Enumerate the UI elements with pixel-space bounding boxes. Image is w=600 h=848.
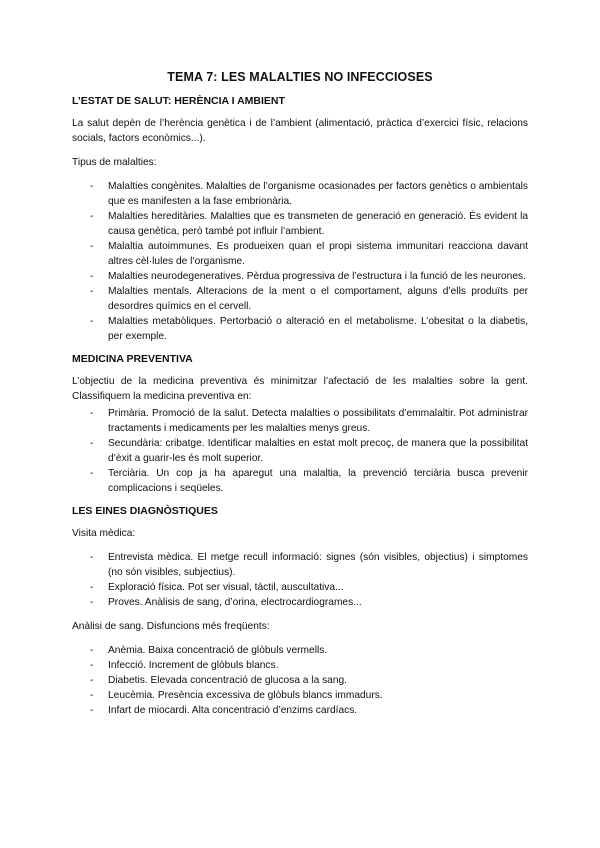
- document-page: [72, 70, 528, 727]
- list-item: - Malalties neurodegeneratives. Pèrdua progressiva de l’estructura i la funció de les neurones.: [90, 271, 526, 282]
- section-heading-eines: LES EINES DIAGNÒSTIQUES: [72, 505, 218, 517]
- list-item: - Malalties hereditàries. Malalties que es transmeten de generació en generació. És evident la causa genètica, però també pot influir l’ambient.: [90, 211, 528, 237]
- document-title: TEMA 7: LES MALALTIES NO INFECCIOSES: [167, 70, 433, 84]
- list-item: - Diabetis. Elevada concentració de glucosa a la sang.: [90, 675, 347, 686]
- list-item: - Proves. Anàlisis de sang, d’orina, electrocardiogrames...: [90, 597, 362, 608]
- paragraph-sang-label: Anàlisi de sang. Disfuncions més freqüents:: [72, 621, 270, 632]
- list-item: - Infart de miocardi. Alta concentració d’enzims cardíacs.: [90, 705, 358, 716]
- paragraph-visita-label: Visita mèdica:: [72, 528, 136, 539]
- list-item: - Entrevista mèdica. El metge recull informació: signes (són visibles, objectius) i simptomes (no són visibles, subjectius).: [90, 552, 528, 578]
- list-visita-medica: [72, 550, 528, 610]
- list-item: - Anèmia. Baixa concentració de glòbuls vermells.: [90, 645, 328, 656]
- list-item: - Exploració física. Pot ser visual, tàctil, auscultativa...: [90, 582, 344, 593]
- section-heading-medicina: MEDICINA PREVENTIVA: [72, 353, 193, 365]
- list-medicina-preventiva: [72, 406, 528, 496]
- list-item: - Malalties mentals. Alteracions de la ment o el comportament, alguns d’ells produïts per desordres químics en el cervell.: [90, 286, 528, 312]
- list-item: - Primària. Promoció de la salut. Detecta malalties o possibilitats d’emmalaltir. Pot administrar tractaments i medicaments per les malalties menys greus.: [90, 408, 528, 434]
- list-item: - Malalties metabòliques. Pertorbació o alteració en el metabolisme. L’obesitat o la diabetis, per exemple.: [90, 316, 528, 342]
- paragraph-medicina-intro: L’objectiu de la medicina preventiva és minimitzar l’afectació de les malalties sobre la gent. Classifiquem la medicina preventiva en:: [72, 376, 528, 402]
- list-item: - Leucèmia. Presència excessiva de glòbuls blancs immadurs.: [90, 690, 383, 701]
- list-tipus-malalties: [72, 179, 528, 344]
- list-analisi-sang: [72, 643, 528, 718]
- list-item: - Secundària: cribatge. Identificar malalties en estat molt precoç, de manera que la possibilitat d’èxit a guarir-les és molt superior.: [90, 438, 528, 464]
- paragraph-types-label: Tipus de malalties:: [72, 157, 157, 168]
- list-item: - Infecció. Increment de glòbuls blancs.: [90, 660, 279, 671]
- paragraph-estat-intro: La salut depèn de l’herència genètica i de l’ambient (alimentació, pràctica d’exercici físic, relacions socials, factors econòmics...).: [72, 118, 528, 144]
- list-item: - Malalties congènites. Malalties de l’organisme ocasionades per factors genètics o ambientals que es manifesten a la fase embrionària.: [90, 181, 528, 207]
- list-item: - Malaltia autoimmunes. Es produeixen quan el propi sistema immunitari reacciona davant altres cèl·lules de l’organisme.: [90, 241, 528, 267]
- list-item: - Terciària. Un cop ja ha aparegut una malaltia, la prevenció terciària busca prevenir complicacions i seqüeles.: [90, 468, 528, 494]
- section-heading-estat: L’ESTAT DE SALUT: HERÈNCIA I AMBIENT: [72, 95, 285, 107]
